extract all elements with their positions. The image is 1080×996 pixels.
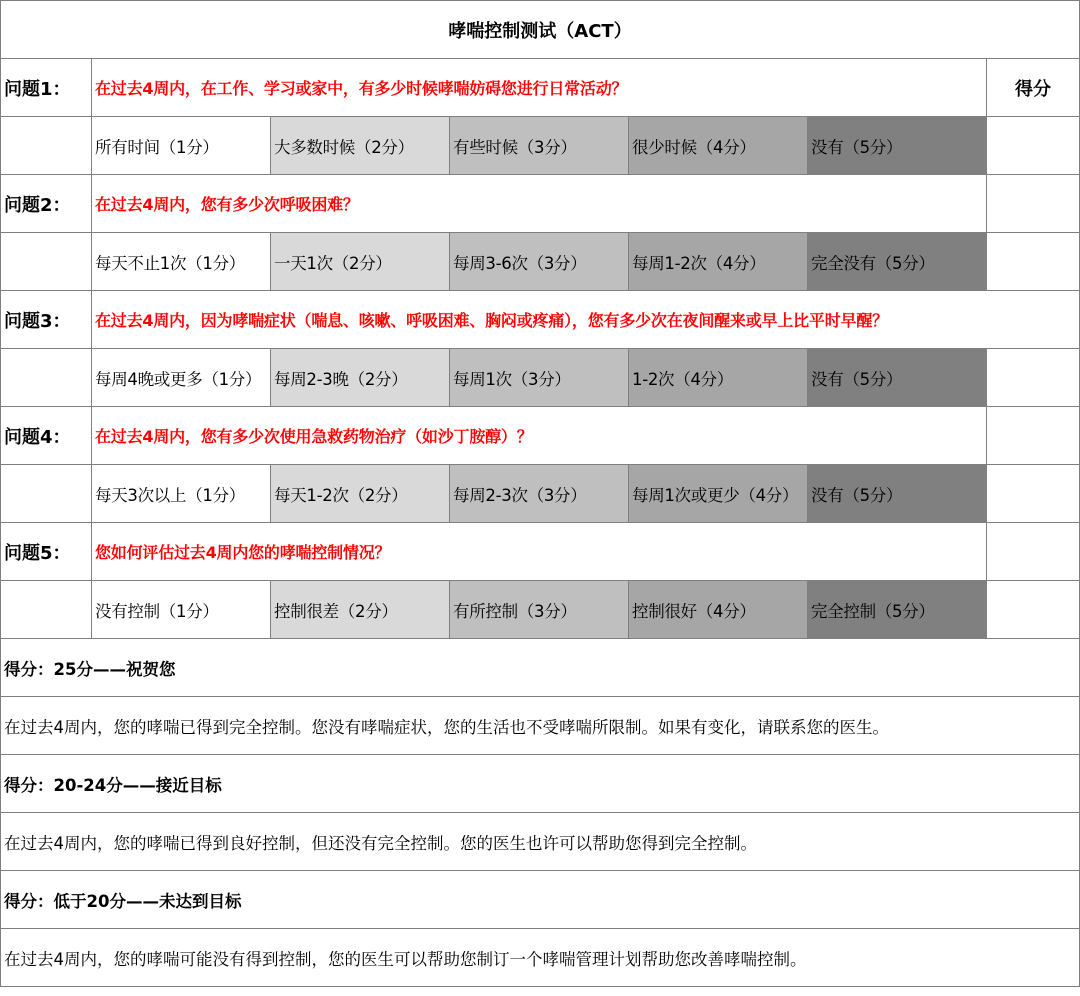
options-row-5 [1,581,1080,639]
result-heading-row-1 [1,639,1080,697]
question-label-2: 问题2： [1,175,92,233]
score-header-blank [987,407,1080,465]
option-4-score-1[interactable]: 每天3次以上（1分） [92,465,271,523]
option-spacer [1,117,92,175]
option-1-score-4[interactable]: 很少时候（4分） [629,117,808,175]
result-heading-below-20: 得分：低于20分——未达到目标 [1,871,1080,929]
result-heading-row-3 [1,871,1080,929]
score-cell-5[interactable] [987,581,1080,639]
option-5-score-5[interactable]: 完全控制（5分） [808,581,987,639]
option-spacer [1,349,92,407]
options-row-2 [1,233,1080,291]
question-label-1: 问题1： [1,59,92,117]
option-spacer [1,581,92,639]
score-cell-4[interactable] [987,465,1080,523]
options-row-3 [1,349,1080,407]
question-row-4 [1,407,1080,465]
question-text-3: 在过去4周内，因为哮喘症状（喘息、咳嗽、呼吸困难、胸闷或疼痛），您有多少次在夜间醒来或早上比平时早醒？ [92,291,1080,349]
option-2-score-3[interactable]: 每周3-6次（3分） [450,233,629,291]
question-text-5: 您如何评估过去4周内您的哮喘控制情况？ [92,523,987,581]
question-row-1 [1,59,1080,117]
page-title: 哮喘控制测试（ACT） [1,1,1080,59]
option-5-score-2[interactable]: 控制很差（2分） [271,581,450,639]
question-row-5 [1,523,1080,581]
option-4-score-4[interactable]: 每周1次或更少（4分） [629,465,808,523]
question-row-2 [1,175,1080,233]
option-4-score-3[interactable]: 每周2-3次（3分） [450,465,629,523]
score-header-blank [987,175,1080,233]
title-row [1,1,1080,59]
score-cell-2[interactable] [987,233,1080,291]
option-5-score-3[interactable]: 有所控制（3分） [450,581,629,639]
result-heading-25: 得分：25分——祝贺您 [1,639,1080,697]
score-column-header: 得分 [987,59,1080,117]
question-text-2: 在过去4周内，您有多少次呼吸困难？ [92,175,987,233]
option-5-score-1[interactable]: 没有控制（1分） [92,581,271,639]
question-label-3: 问题3： [1,291,92,349]
question-label-4: 问题4： [1,407,92,465]
option-3-score-2[interactable]: 每周2-3晚（2分） [271,349,450,407]
option-1-score-1[interactable]: 所有时间（1分） [92,117,271,175]
result-heading-20-24: 得分：20-24分——接近目标 [1,755,1080,813]
option-5-score-4[interactable]: 控制很好（4分） [629,581,808,639]
result-text-below-20: 在过去4周内，您的哮喘可能没有得到控制，您的医生可以帮助您制订一个哮喘管理计划帮助您改善哮喘控制。 [1,929,1080,987]
option-2-score-1[interactable]: 每天不止1次（1分） [92,233,271,291]
result-text-row-1 [1,697,1080,755]
question-text-4: 在过去4周内，您有多少次使用急救药物治疗（如沙丁胺醇）？ [92,407,987,465]
options-row-4 [1,465,1080,523]
score-header-blank [987,523,1080,581]
option-1-score-3[interactable]: 有些时候（3分） [450,117,629,175]
option-3-score-4[interactable]: 1-2次（4分） [629,349,808,407]
result-text-row-3 [1,929,1080,987]
question-row-3 [1,291,1080,349]
option-spacer [1,465,92,523]
option-spacer [1,233,92,291]
question-label-5: 问题5： [1,523,92,581]
option-4-score-5[interactable]: 没有（5分） [808,465,987,523]
option-3-score-1[interactable]: 每周4晚或更多（1分） [92,349,271,407]
option-3-score-3[interactable]: 每周1次（3分） [450,349,629,407]
option-2-score-4[interactable]: 每周1-2次（4分） [629,233,808,291]
option-1-score-2[interactable]: 大多数时候（2分） [271,117,450,175]
result-text-row-2 [1,813,1080,871]
option-1-score-5[interactable]: 没有（5分） [808,117,987,175]
options-row-1 [1,117,1080,175]
question-text-1: 在过去4周内，在工作、学习或家中，有多少时候哮喘妨碍您进行日常活动？ [92,59,987,117]
option-2-score-2[interactable]: 一天1次（2分） [271,233,450,291]
option-3-score-5[interactable]: 没有（5分） [808,349,987,407]
result-text-20-24: 在过去4周内，您的哮喘已得到良好控制，但还没有完全控制。您的医生也许可以帮助您得到完全控制。 [1,813,1080,871]
score-cell-1[interactable] [987,117,1080,175]
option-2-score-5[interactable]: 完全没有（5分） [808,233,987,291]
option-4-score-2[interactable]: 每天1-2次（2分） [271,465,450,523]
result-text-25: 在过去4周内，您的哮喘已得到完全控制。您没有哮喘症状，您的生活也不受哮喘所限制。如果有变化，请联系您的医生。 [1,697,1080,755]
result-heading-row-2 [1,755,1080,813]
score-cell-3[interactable] [987,349,1080,407]
